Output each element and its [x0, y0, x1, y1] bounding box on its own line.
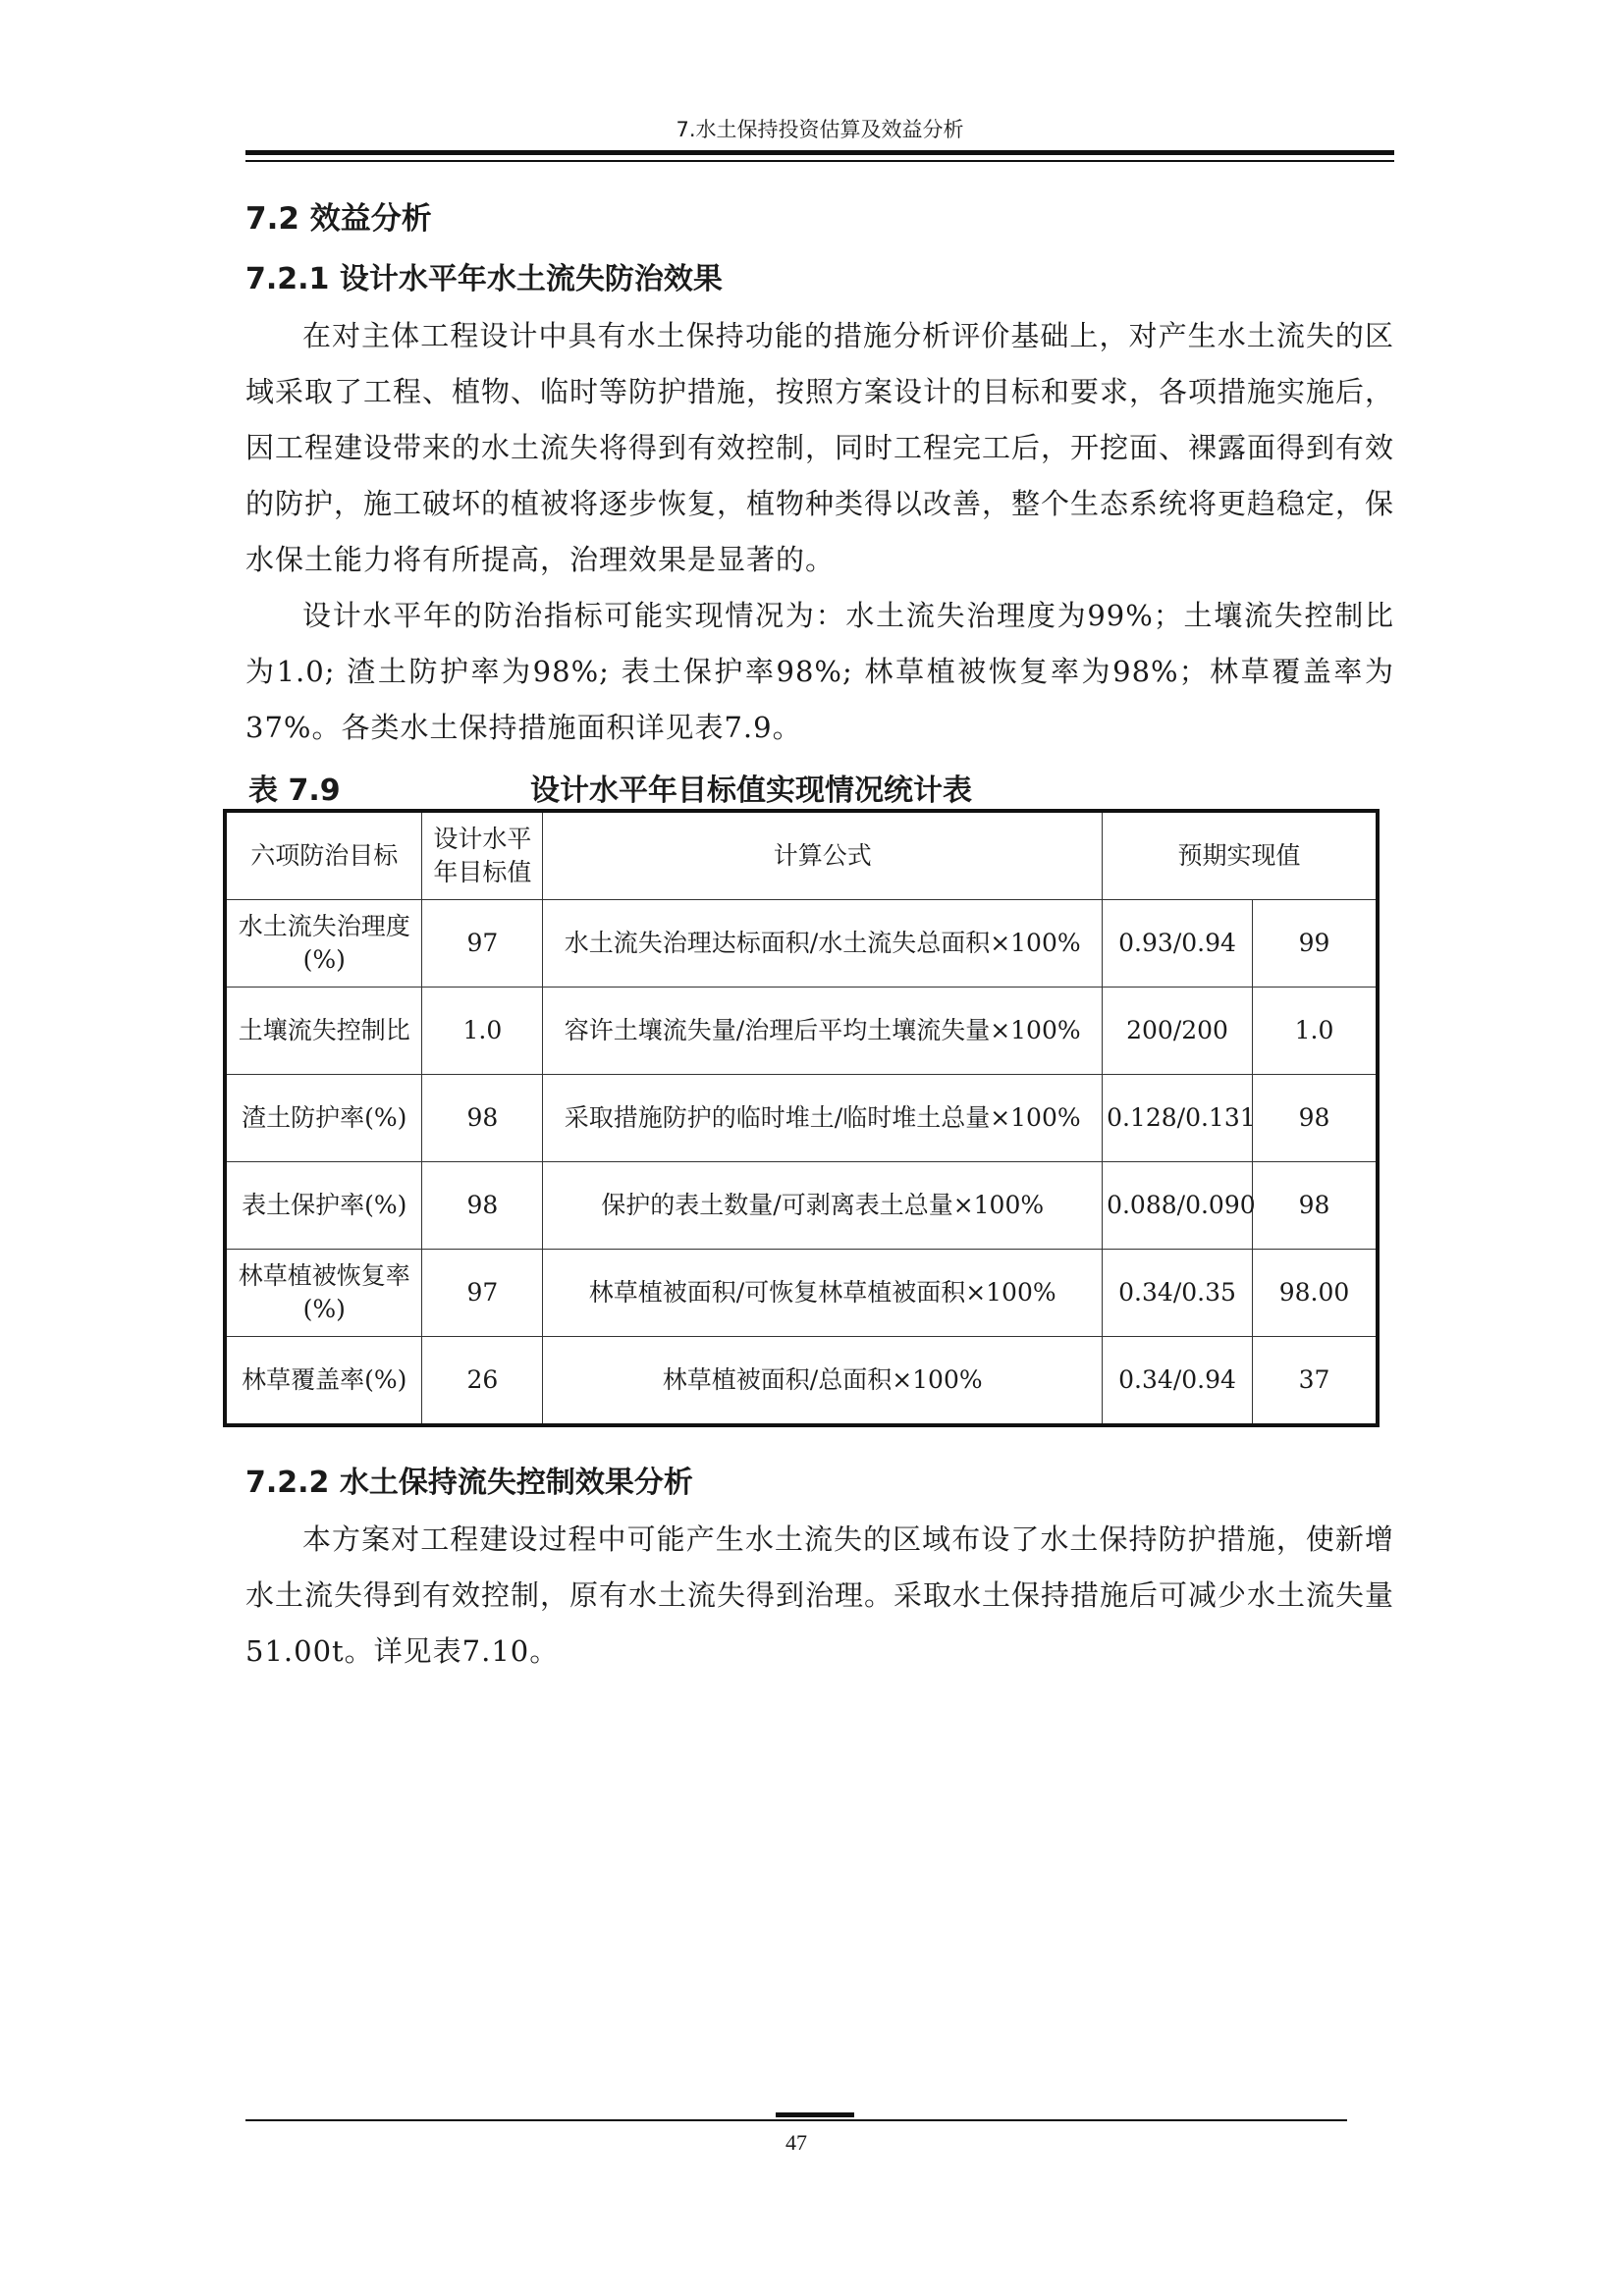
cell-design: 26: [422, 1337, 543, 1426]
cell-formula: 采取措施防护的临时堆土/临时堆土总量×100%: [543, 1075, 1103, 1162]
header-divider-thick: [245, 150, 1394, 155]
cell-target: 表土保护率(%): [225, 1162, 422, 1250]
cell-value: 37: [1253, 1337, 1379, 1426]
cell-ratio: 0.34/0.35: [1103, 1250, 1253, 1337]
cell-ratio: 0.088/0.090: [1103, 1162, 1253, 1250]
cell-design: 98: [422, 1075, 543, 1162]
header-design-value: 设计水平年目标值: [422, 811, 543, 900]
paragraph-effect-summary: 在对主体工程设计中具有水土保持功能的措施分析评价基础上，对产生水土流失的区域采取了工程、植物、临时等防护措施，按照方案设计的目标和要求，各项措施实施后，因工程建设带来的水土流失将得到有效控制，同时工程完工后，开挖面、裸露面得到有效的防护，施工破坏的植被将逐步恢复，植物种类得以改善，整个生态系统将更趋稳定，保水保土能力将有所提高，治理效果是显著的。: [245, 319, 1395, 576]
section-heading-7-2-1: 7.2.1 设计水平年水土流失防治效果: [245, 262, 723, 296]
section-heading-7-2: 7.2 效益分析: [245, 201, 432, 237]
cell-ratio: 0.93/0.94: [1103, 900, 1253, 988]
table-row: [225, 1337, 1378, 1426]
table-number: 表 7.9: [248, 774, 341, 808]
cell-formula: 林草植被面积/总面积×100%: [543, 1337, 1103, 1426]
cell-value: 98.00: [1253, 1250, 1379, 1337]
cell-target: 土壤流失控制比: [225, 988, 422, 1075]
cell-formula: 林草植被面积/可恢复林草植被面积×100%: [543, 1250, 1103, 1337]
cell-design: 97: [422, 1250, 543, 1337]
table-row: [225, 1162, 1378, 1250]
table-title: 设计水平年目标值实现情况统计表: [530, 774, 972, 808]
table-row: [225, 900, 1378, 988]
cell-target: 渣土防护率(%): [225, 1075, 422, 1162]
cell-design: 1.0: [422, 988, 543, 1075]
page-header-title: 7.水土保持投资估算及效益分析: [676, 118, 964, 141]
footer-divider: [245, 2119, 1347, 2121]
table-header-row: [225, 811, 1378, 900]
cell-value: 98: [1253, 1162, 1379, 1250]
table-caption: [245, 766, 1394, 808]
header-expected-value: 预期实现值: [1103, 811, 1378, 900]
header-formula: 计算公式: [543, 811, 1103, 900]
footer-divider-mark: [776, 2112, 854, 2117]
cell-target: 林草覆盖率(%): [225, 1337, 422, 1426]
cell-design: 97: [422, 900, 543, 988]
page-number: 47: [785, 2130, 807, 2155]
cell-formula: 容许土壤流失量/治理后平均土壤流失量×100%: [543, 988, 1103, 1075]
table-row: [225, 1075, 1378, 1162]
cell-value: 1.0: [1253, 988, 1379, 1075]
cell-design: 98: [422, 1162, 543, 1250]
paragraph-control-effect: 本方案对工程建设过程中可能产生水土流失的区域布设了水土保持防护措施，使新增水土流失得到有效控制，原有水土流失得到治理。采取水土保持措施后可减少水土流失量51.00t。详见表7.10。: [245, 1522, 1395, 1668]
cell-ratio: 200/200: [1103, 988, 1253, 1075]
cell-formula: 水土流失治理达标面积/水土流失总面积×100%: [543, 900, 1103, 988]
cell-target: 水土流失治理度(%): [225, 900, 422, 988]
table-row: [225, 988, 1378, 1075]
cell-ratio: 0.34/0.94: [1103, 1337, 1253, 1426]
cell-formula: 保护的表土数量/可剥离表土总量×100%: [543, 1162, 1103, 1250]
table-row: [225, 1250, 1378, 1337]
page-content: [238, 187, 1395, 1680]
paragraph-targets: 设计水平年的防治指标可能实现情况为：水土流失治理度为99%；土壤流失控制比为1.0; 渣土防护率为98%; 表土保护率98%; 林草植被恢复率为98%；林草覆盖率为37%。各类水土保持措施面积详见表7.9。: [245, 599, 1394, 744]
section-heading-7-2-2: 7.2.2 水土保持流失控制效果分析: [245, 1466, 693, 1500]
cell-target: 林草植被恢复率(%): [225, 1250, 422, 1337]
header-divider-thin: [245, 160, 1394, 162]
cell-ratio: 0.128/0.131: [1103, 1075, 1253, 1162]
target-statistics-table: [223, 809, 1380, 1427]
section-7-2-2: [245, 1455, 1394, 1680]
header-target: 六项防治目标: [225, 811, 422, 900]
cell-value: 98: [1253, 1075, 1379, 1162]
cell-value: 99: [1253, 900, 1379, 988]
